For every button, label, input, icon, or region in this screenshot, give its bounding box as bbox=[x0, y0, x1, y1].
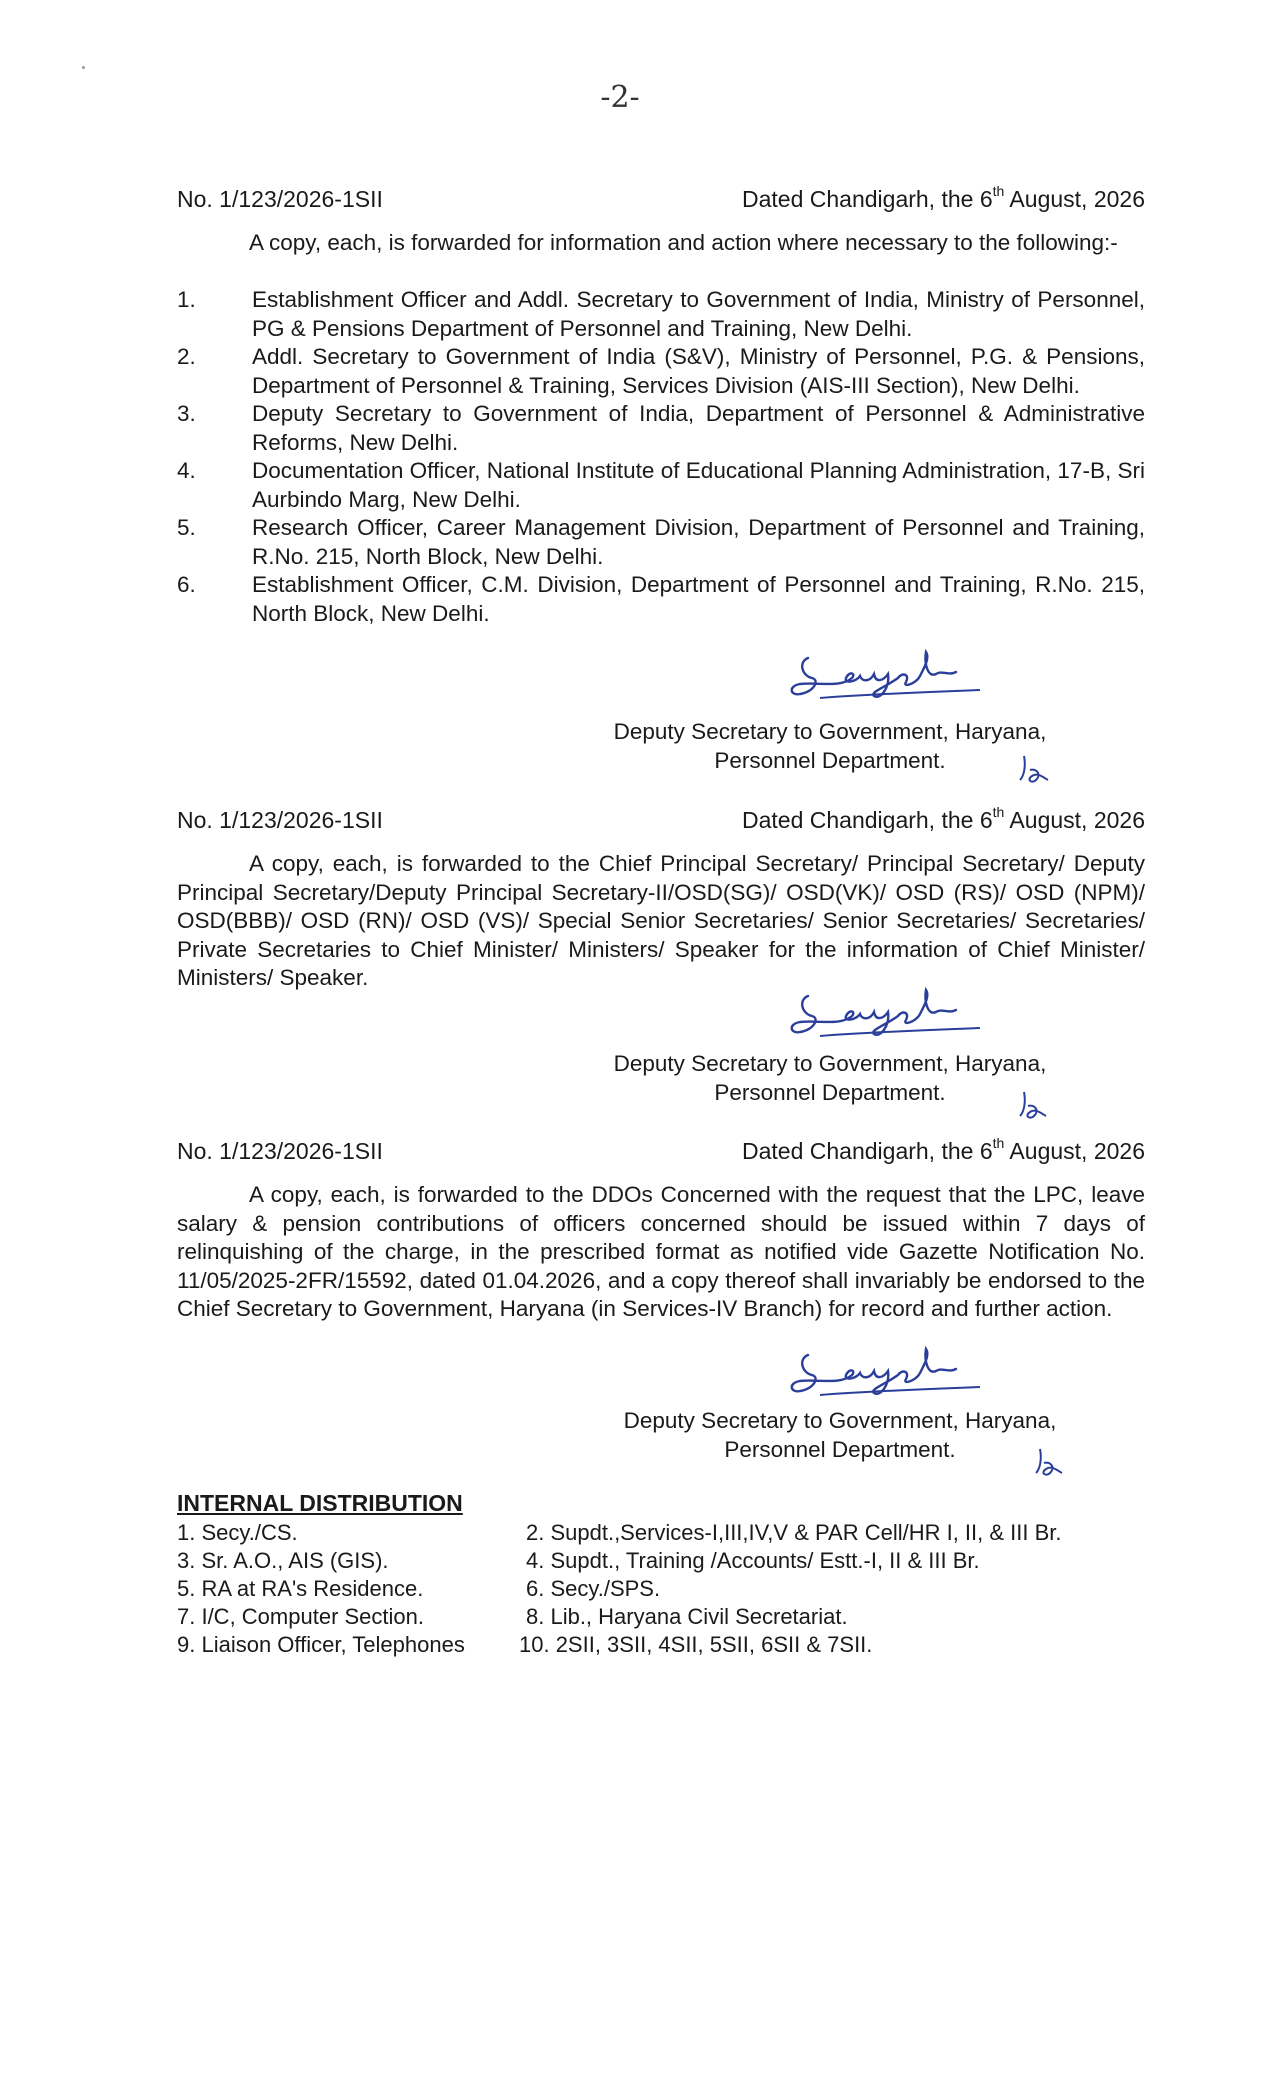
list-item: 6. Establishment Officer, C.M. Division, Department of Personnel and Training, R.No. 215, North Block, New Delhi. bbox=[177, 572, 1145, 626]
distribution-row bbox=[177, 1603, 1177, 1631]
list-item: 4. Documentation Officer, National Institute of Educational Planning Administration, 17-B, Sri Aurbindo Marg, New Delhi. bbox=[177, 458, 1145, 512]
signatory-title: Deputy Secretary to Government, Haryana, bbox=[613, 719, 1047, 744]
distribution-entry: 2. Supdt.,Services-I,III,IV,V & PAR Cell/HR I, II, & III Br. bbox=[526, 1520, 1062, 1545]
distribution-entry: 7. I/C, Computer Section. bbox=[177, 1604, 424, 1629]
signatory-title: Deputy Secretary to Government, Haryana, bbox=[613, 1051, 1047, 1076]
list-item: 2. Addl. Secretary to Government of India (S&V), Ministry of Personnel, P.G. & Pensions, Department of Personnel & Training, Services Division (AIS-III Section), New Delhi. bbox=[177, 344, 1145, 398]
distribution-row bbox=[177, 1519, 1177, 1547]
initial-mark bbox=[1014, 1088, 1048, 1122]
distribution-entry: 5. RA at RA's Residence. bbox=[177, 1576, 424, 1601]
reference-line bbox=[177, 803, 1145, 837]
distribution-entry: 8. Lib., Haryana Civil Secretariat. bbox=[526, 1604, 848, 1629]
initial-mark bbox=[1016, 752, 1050, 786]
distribution-entry: 4. Supdt., Training /Accounts/ Estt.-I, II & III Br. bbox=[526, 1548, 980, 1573]
list-item: 5. Research Officer, Career Management Division, Department of Personnel and Training, R.No. 215, North Block, New Delhi. bbox=[177, 515, 1145, 569]
forwarding-paragraph: A copy, each, is forwarded for information and action where necessary to the following:- bbox=[249, 230, 1118, 255]
reference-number: No. 1/123/2026-1SII bbox=[177, 807, 383, 833]
forwarding-paragraph: A copy, each, is forwarded to the Chief Principal Secretary/ Principal Secretary/ Deputy Principal Secretary/Deputy Principal Secretary-II/OSD(SG)/ OSD(VK)/ OSD (RS)/ OSD (NPM)/ OSD(BBB)/ OSD (RN)/ OSD (VS)/ Special Senior Secretaries/ Senior Secretaries/ Secretaries/ Private Secretaries to Chief Minister/ Ministers/ Speaker for the information of Chief Minister/ Ministers/ Speaker. bbox=[177, 851, 1145, 990]
dated-line: Dated Chandigarh, the 6th August, 2026 bbox=[742, 183, 1145, 212]
reference-line bbox=[177, 1134, 1145, 1168]
signatory-title: Deputy Secretary to Government, Haryana, bbox=[623, 1408, 1057, 1433]
signatory-department: Personnel Department. bbox=[714, 1080, 946, 1105]
internal-distribution-heading: INTERNAL DISTRIBUTION bbox=[177, 1490, 463, 1516]
signatory-department: Personnel Department. bbox=[724, 1437, 956, 1462]
scan-speck bbox=[82, 66, 85, 69]
page-number: -2- bbox=[600, 80, 640, 115]
distribution-entry: 9. Liaison Officer, Telephones bbox=[177, 1632, 465, 1657]
list-item: 1. Establishment Officer and Addl. Secretary to Government of India, Ministry of Personnel, PG & Pensions Department of Personnel and Training, New Delhi. bbox=[177, 287, 1145, 341]
reference-line bbox=[177, 182, 1145, 216]
distribution-row bbox=[177, 1575, 1177, 1603]
signature-image bbox=[780, 1345, 1010, 1405]
forwarding-paragraph: A copy, each, is forwarded to the DDOs Concerned with the request that the LPC, leave salary & pension contributions of officers concerned should be issued within 7 days of relinquishing of the charge, in the prescribed format as notified vide Gazette Notification No. 11/05/2025-2FR/15592, dated 01.04.2026, and a copy thereof shall invariably be endorsed to the Chief Secretary to Government, Haryana (in Services-IV Branch) for record and further action. bbox=[177, 1182, 1145, 1321]
list-item: 3. Deputy Secretary to Government of India, Department of Personnel & Administrative Reforms, New Delhi. bbox=[177, 401, 1145, 455]
distribution-entry: 3. Sr. A.O., AIS (GIS). bbox=[177, 1548, 389, 1573]
reference-number: No. 1/123/2026-1SII bbox=[177, 1138, 383, 1164]
distribution-entry: 6. Secy./SPS. bbox=[526, 1576, 661, 1601]
internal-distribution-list bbox=[177, 1519, 1177, 1659]
initial-mark bbox=[1030, 1445, 1064, 1479]
signature-image bbox=[780, 648, 1010, 708]
reference-number: No. 1/123/2026-1SII bbox=[177, 186, 383, 212]
signature-image bbox=[780, 986, 1010, 1046]
recipient-list bbox=[177, 286, 1145, 628]
dated-line: Dated Chandigarh, the 6th August, 2026 bbox=[742, 1135, 1145, 1164]
distribution-entry: 1. Secy./CS. bbox=[177, 1520, 298, 1545]
distribution-entry: 10. 2SII, 3SII, 4SII, 5SII, 6SII & 7SII. bbox=[519, 1632, 873, 1657]
signatory-department: Personnel Department. bbox=[714, 748, 946, 773]
distribution-row bbox=[177, 1547, 1177, 1575]
distribution-row bbox=[177, 1631, 1177, 1659]
dated-line: Dated Chandigarh, the 6th August, 2026 bbox=[742, 804, 1145, 833]
